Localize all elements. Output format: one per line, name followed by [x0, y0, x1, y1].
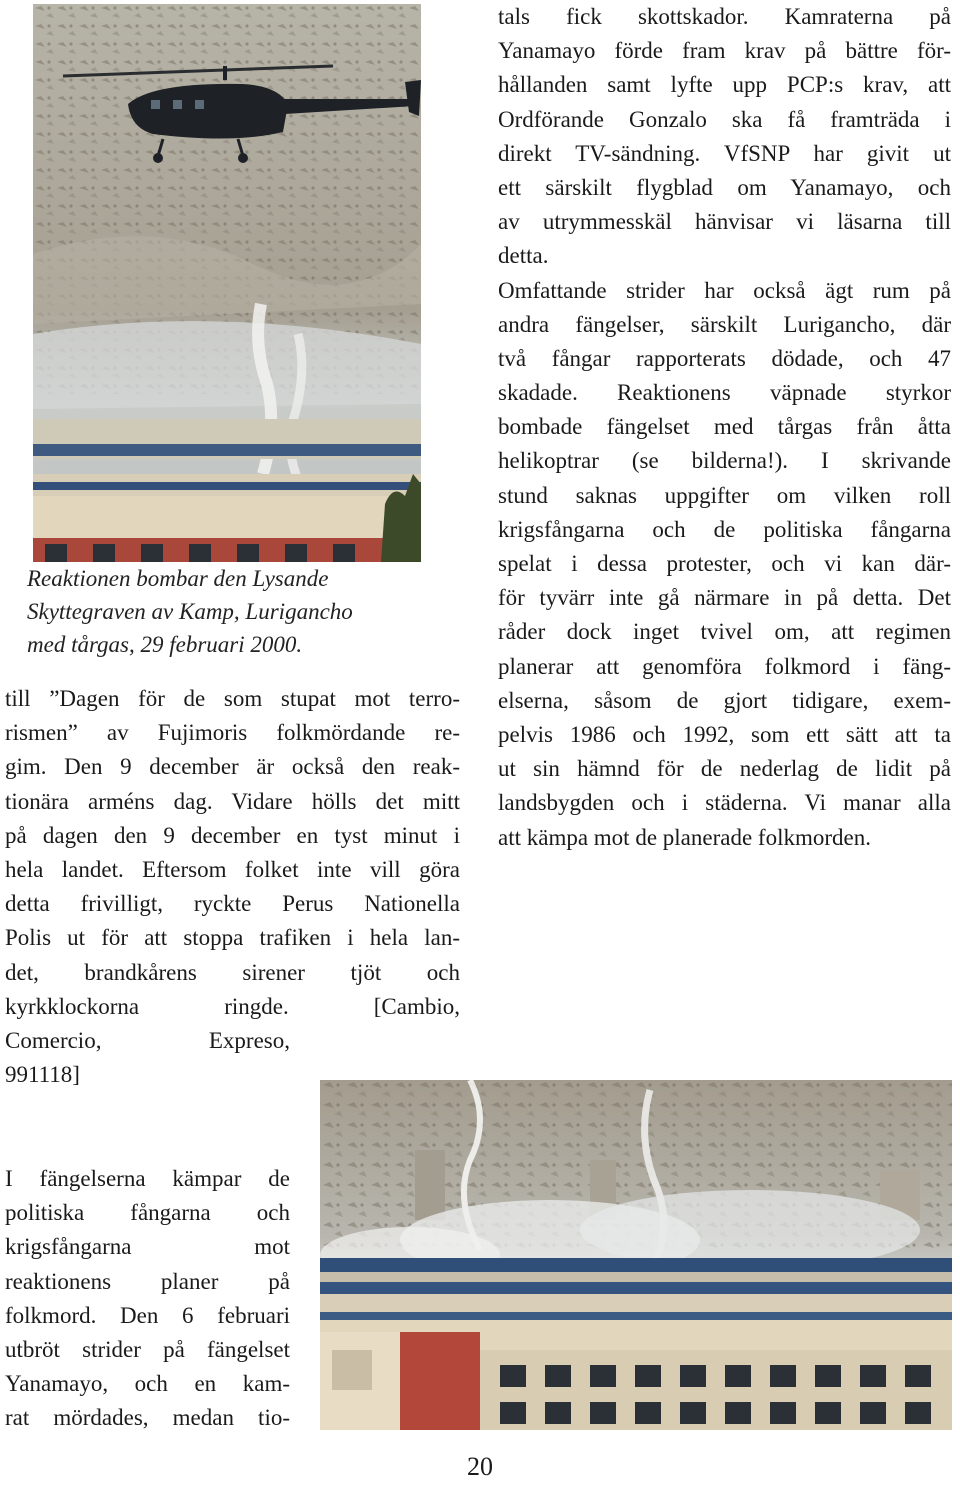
photo-caption: [27, 562, 427, 661]
text-line: tionära arméns dag. Vidare hölls det mitt: [5, 788, 460, 814]
text-line: ett särskilt flygblad om Yanamayo, och: [498, 174, 951, 200]
text-line: spelat i dessa protester, och vi kan där-: [498, 551, 951, 576]
caption-line: Skyttegraven av Kamp, Lurigancho: [27, 599, 353, 624]
text-line: detta.: [498, 243, 549, 269]
text-line: folkmord. Den 6 februari: [5, 1302, 290, 1328]
text-line: på dagen den 9 december en tyst minut i: [5, 822, 460, 848]
text-line: det, brandkårens sirener tjöt och: [5, 959, 460, 985]
text-line: ut sin hämnd för de nederlag de lidit på: [498, 756, 951, 782]
text-line: av utrymmesskäl hänvisar vi läsarna till: [498, 209, 951, 235]
text-line: krigsfångarna mot: [5, 1234, 290, 1260]
text-line: rismen” av Fujimoris folkmördande re-: [5, 720, 460, 746]
text-line: utbröt strider på fängelset: [5, 1336, 290, 1362]
text-line: stund saknas uppgifter om vilken roll: [498, 482, 951, 508]
photo-helicopter-over-prison: [33, 4, 421, 562]
text-line: krigsfångarna och de politiska fångarna: [498, 516, 951, 542]
text-line: hållanden samt lyfte upp PCP:s krav, att: [498, 72, 951, 98]
text-line: Polis ut för att stoppa trafiken i hela lan-: [5, 925, 460, 951]
text-line: andra fängelser, särskilt Lurigancho, där: [498, 311, 951, 337]
text-line: helikoptrar (se bilderna!). I skrivande: [498, 448, 951, 474]
text-line: elserna, såsom de gjort tidigare, exem-: [498, 687, 951, 713]
photo-teargas-prison: [320, 1080, 952, 1430]
caption-line: med tårgas, 29 februari 2000.: [27, 632, 303, 657]
text-line: två fångar rapporterats dödade, och 47: [498, 345, 951, 371]
text-line: politiska fångarna och: [5, 1200, 290, 1226]
text-line: råder dock inget tvivel om, att regimen: [498, 619, 951, 645]
text-line: pelvis 1986 och 1992, som ett sätt att ta: [498, 721, 951, 747]
text-line: tals fick skottskador. Kamraterna på: [498, 4, 951, 29]
text-line: hela landet. Eftersom folket inte vill göra: [5, 856, 460, 882]
caption-line: Reaktionen bombar den Lysande: [27, 566, 329, 591]
text-line: Omfattande strider har också ägt rum på: [498, 277, 951, 303]
text-line: gim. Den 9 december är också den reak-: [5, 754, 460, 780]
text-line: bombade fängelset med tårgas från åtta: [498, 414, 951, 440]
text-line: I fängelserna kämpar de: [5, 1166, 290, 1191]
text-line: planerar att genomföra folkmord i fäng-: [498, 653, 951, 679]
text-line: till ”Dagen för de som stupat mot terro-: [5, 686, 460, 711]
text-line: kyrkklockorna ringde. [Cambio,: [5, 993, 460, 1019]
text-line: detta frivilligt, ryckte Perus Nationella: [5, 891, 460, 917]
right-column-text: [498, 0, 951, 855]
left-column-top-text: [5, 682, 460, 1092]
text-line: rat mördades, medan tio-: [5, 1405, 290, 1431]
text-line: direkt TV-sändning. VfSNP har givit ut: [498, 140, 951, 166]
text-line: att kämpa mot de planerade folkmorden.: [498, 824, 871, 850]
text-line: Yanamayo förde fram krav på bättre för-: [498, 38, 951, 64]
page-number: 20: [467, 1452, 493, 1481]
text-line: Ordförande Gonzalo ska få framträda i: [498, 106, 951, 132]
text-line: reaktionens planer på: [5, 1268, 290, 1294]
text-line: Yanamayo, och en kam-: [5, 1371, 290, 1397]
text-line: skadade. Reaktionens väpnade styrkor: [498, 380, 951, 406]
left-column-bottom-text: [5, 1162, 290, 1436]
text-line: för tyvärr inte gå närmare in på detta. Det: [498, 585, 951, 611]
text-line: landsbygden och i städerna. Vi manar alla: [498, 790, 951, 816]
text-line: 991118]: [5, 1062, 80, 1088]
text-line: Comercio, Expreso,: [5, 1027, 290, 1053]
